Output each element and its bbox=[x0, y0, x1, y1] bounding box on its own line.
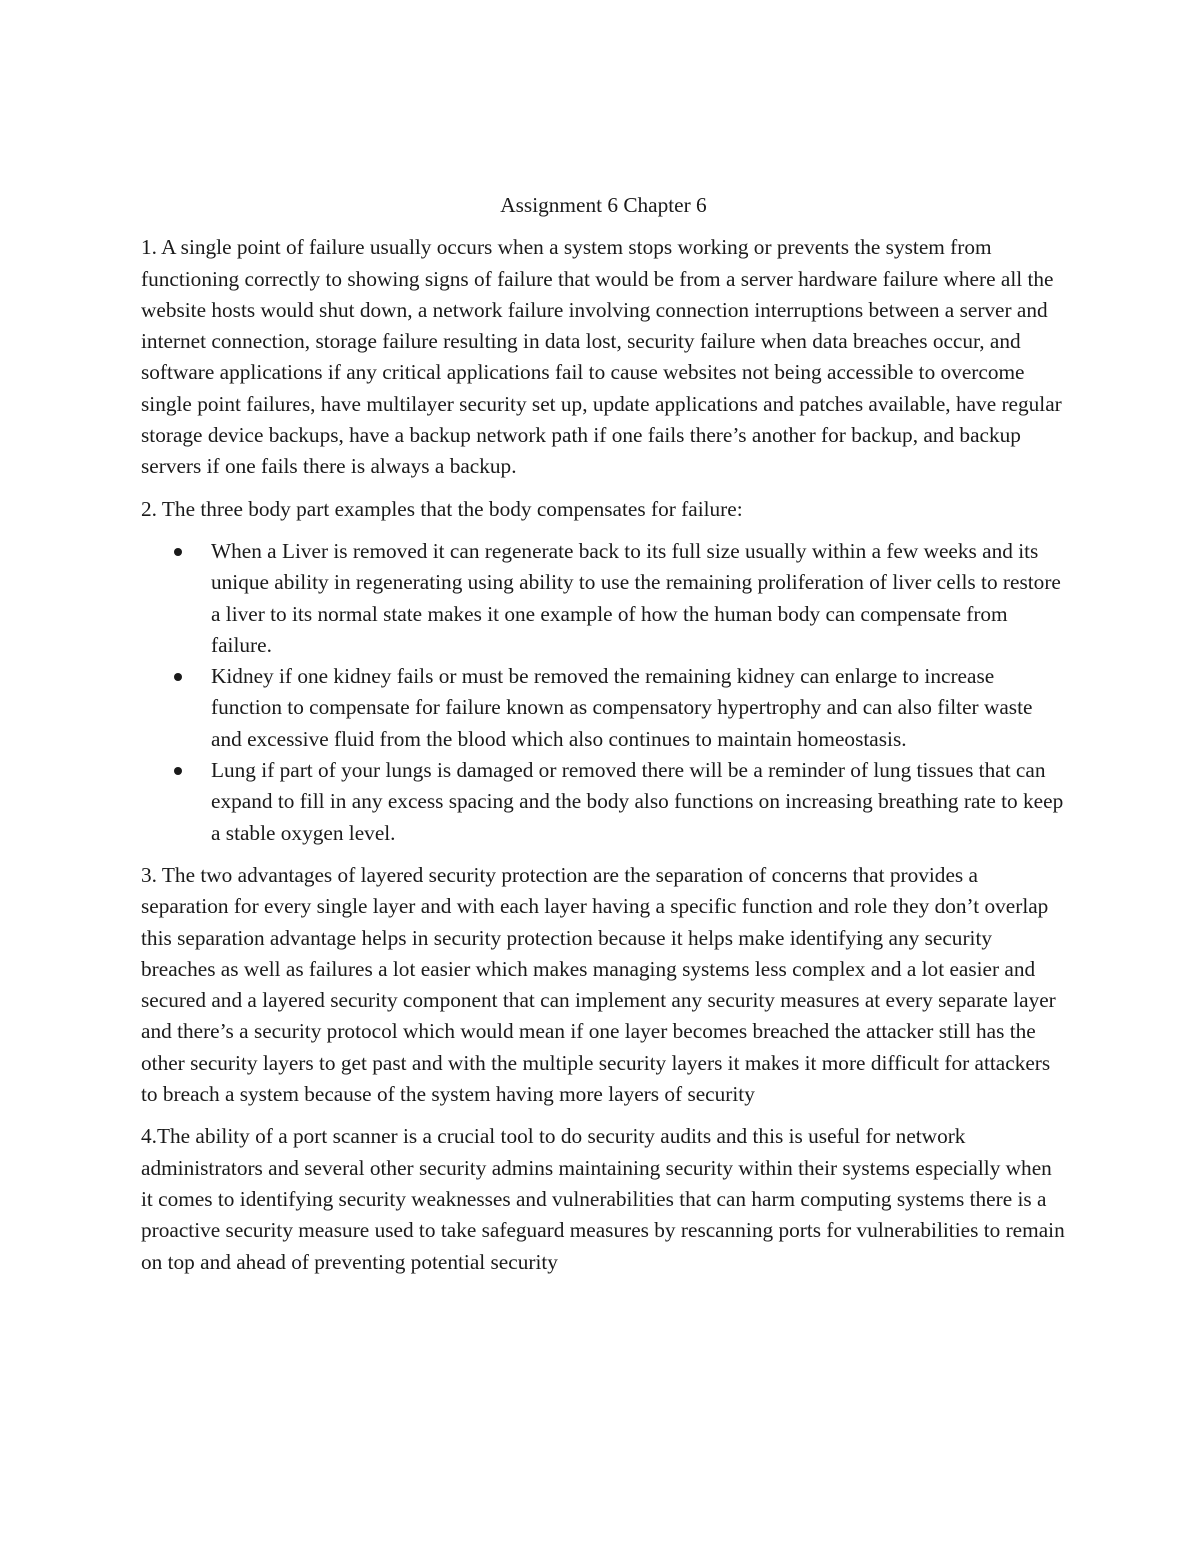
document-body bbox=[141, 190, 1066, 1289]
bullet-item-lung bbox=[211, 755, 1066, 849]
document-title: Assignment 6 Chapter 6 bbox=[500, 193, 707, 217]
bullet-icon bbox=[174, 673, 182, 681]
answer-3-paragraph: 3. The two advantages of layered security protection are the separation of concerns that provides a separation for every single layer and with each layer having a specific function and role they don’t overlap this separation advantage helps in security protection because it helps make identifying any security breaches as well as failures a lot easier which makes managing systems less complex and a lot easier and secured and a layered security component that can implement any security measures at every separate layer and there’s a security protocol which would mean if one layer becomes breached the attacker still has the other security layers to get past and with the multiple security layers it makes it more difficult for attackers to breach a system because of the system having more layers of security bbox=[141, 862, 1056, 1107]
answer-4-paragraph: 4.The ability of a port scanner is a crucial tool to do security audits and this is useful for network administrators and several other security admins maintaining security within their systems especially when it comes to identifying security weaknesses and vulnerabilities that can harm computing systems there is a proactive security measure used to take safeguard measures by rescanning ports for vulnerabilities to remain on top and ahead of preventing potential security bbox=[141, 1124, 1065, 1274]
bullet-text-lung: Lung if part of your lungs is damaged or removed there will be a reminder of lung tissues that can expand to fill in any excess spacing and the body also functions on increasing breathing rate to keep a stable oxygen level. bbox=[211, 758, 1064, 845]
bullet-icon bbox=[174, 767, 182, 775]
bullet-text-liver: When a Liver is removed it can regenerate back to its full size usually within a few weeks and its unique ability in regenerating using ability to use the remaining proliferation of liver cells to restore a liver to its normal state makes it one example of how the human body can compensate from failure. bbox=[211, 538, 1061, 657]
bullet-item-liver bbox=[211, 536, 1066, 661]
answer-2-intro: 2. The three body part examples that the body compensates for failure: bbox=[141, 496, 743, 521]
answer-2-bullet-list bbox=[141, 536, 1066, 849]
bullet-icon bbox=[174, 548, 182, 556]
bullet-text-kidney: Kidney if one kidney fails or must be removed the remaining kidney can enlarge to increase function to compensate for failure known as compensatory hypertrophy and can also filter waste and excessive fluid from the blood which also continues to maintain homeostasis. bbox=[211, 664, 1033, 751]
bullet-item-kidney bbox=[211, 661, 1066, 755]
answer-1-paragraph: 1. A single point of failure usually occurs when a system stops working or prevents the system from functioning correctly to showing signs of failure that would be from a server hardware failure where all the website hosts would shut down, a network failure involving connection interruptions between a server and internet connection, storage failure resulting in data lost, security failure when data breaches occur, and software applications if any critical applications fail to cause websites not being accessible to overcome single point failures, have multilayer security set up, update applications and patches available, have regular storage device backups, have a backup network path if one fails there’s another for backup, and backup servers if one fails there is always a backup. bbox=[141, 235, 1062, 479]
